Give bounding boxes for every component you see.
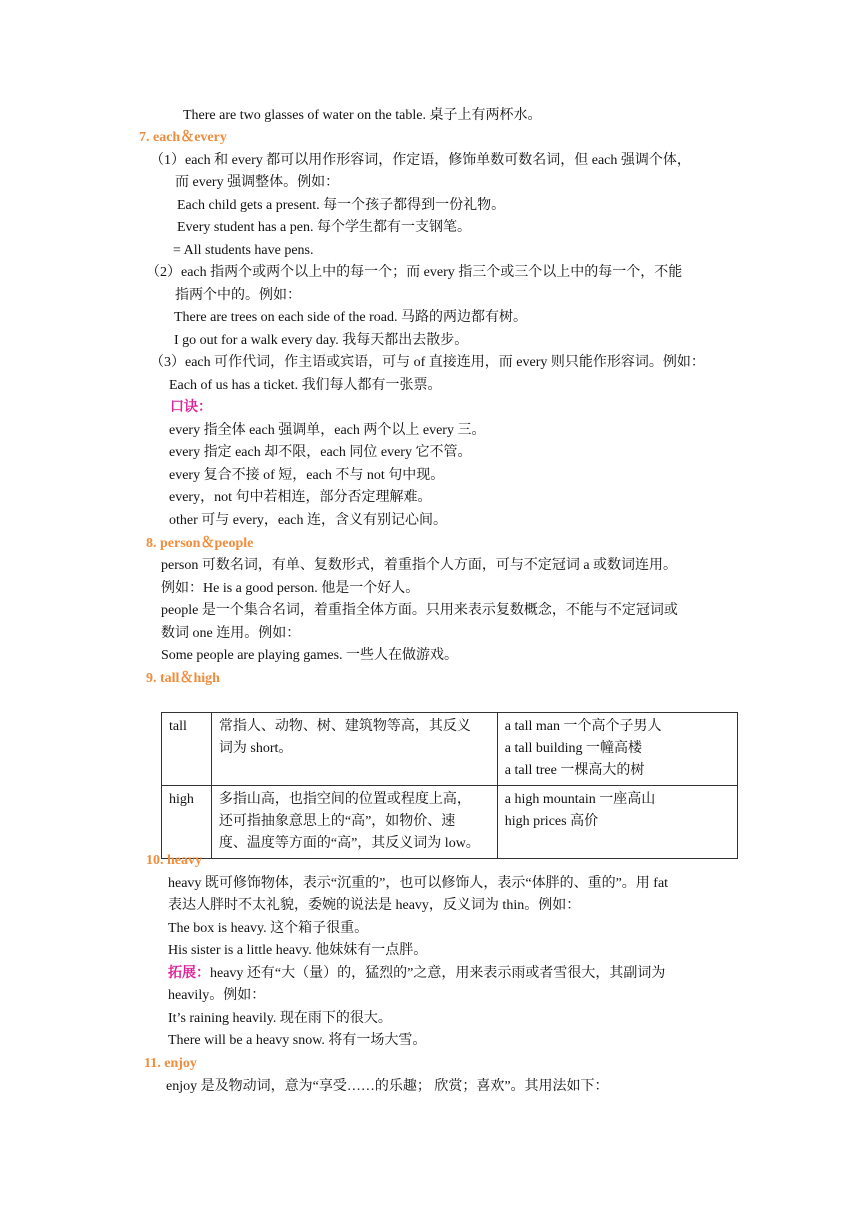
table-cell-description bbox=[211, 713, 497, 786]
paragraph-line: （3）each 可作代词，作主语或宾语，可与 of 直接连用，而 every 则只能作形容词。例如： bbox=[150, 355, 705, 370]
cell-text: 词为 short。 bbox=[218, 741, 293, 756]
cell-text: high prices 高价 bbox=[504, 814, 599, 829]
cell-text: a tall building 一幢高楼 bbox=[504, 741, 643, 756]
table-cell-examples bbox=[497, 786, 737, 859]
cell-text: 还可指抽象意思上的“高”，如物价、速 bbox=[218, 814, 456, 829]
example-sentence: His sister is a little heavy. 他妹妹有一点胖。 bbox=[168, 943, 428, 958]
example-sentence: = All students have pens. bbox=[173, 243, 314, 258]
cell-text: a high mountain 一座高山 bbox=[504, 792, 656, 807]
mnemonic-line: other 可与 every，each 连，含义有别记心间。 bbox=[169, 513, 447, 528]
paragraph-line: 指两个中的。例如： bbox=[175, 288, 301, 303]
example-sentence: There are two glasses of water on the table. 桌子上有两杯水。 bbox=[183, 108, 542, 123]
section-heading-enjoy: 11. enjoy bbox=[144, 1056, 197, 1071]
extension-text: heavy 还有“大（量）的，猛烈的”之意，用来表示雨或者雪很大，其副词为 bbox=[210, 966, 666, 981]
paragraph-line: person 可数名词，有单、复数形式，着重指个人方面，可与不定冠词 a 或数词连用。 bbox=[161, 558, 678, 573]
mnemonic-line: every 复合不接 of 短，each 不与 not 句中现。 bbox=[169, 468, 445, 483]
section-heading-heavy: 10. heavy bbox=[146, 853, 202, 868]
example-sentence: There will be a heavy snow. 将有一场大雪。 bbox=[168, 1033, 427, 1048]
cell-text: 多指山高，也指空间的位置或程度上高， bbox=[218, 792, 471, 807]
cell-text: a tall tree 一棵高大的树 bbox=[504, 763, 645, 778]
example-sentence: Some people are playing games. 一些人在做游戏。 bbox=[161, 648, 459, 663]
table-cell-word: tall bbox=[162, 713, 212, 786]
paragraph-line: 表达人胖时不太礼貌，委婉的说法是 heavy，反义词为 thin。例如： bbox=[168, 898, 581, 913]
cell-text: 常指人、动物、树、建筑物等高，其反义 bbox=[218, 719, 471, 734]
table-cell-description bbox=[211, 786, 497, 859]
paragraph-line: （1）each 和 every 都可以用作形容词，作定语，修饰单数可数名词，但 each 强调个体， bbox=[150, 153, 691, 168]
mnemonic-line: every 指定 each 却不限，each 同位 every 它不管。 bbox=[169, 445, 472, 460]
mnemonic-line: every，not 句中若相连，部分否定理解难。 bbox=[169, 490, 432, 505]
paragraph-line: heavily。例如： bbox=[168, 988, 266, 1003]
paragraph-line: heavy 既可修饰物体，表示“沉重的”，也可以修饰人，表示“体胖的、重的”。用 fat bbox=[168, 876, 669, 891]
example-sentence: It’s raining heavily. 现在雨下的很大。 bbox=[168, 1011, 392, 1026]
example-sentence: There are trees on each side of the road. 马路的两边都有树。 bbox=[174, 310, 527, 325]
cell-text: 度、温度等方面的“高”，其反义词为 low。 bbox=[218, 836, 480, 851]
table-row bbox=[162, 713, 738, 786]
section-heading-each-every: 7. each＆every bbox=[139, 130, 227, 145]
mnemonic-line: every 指全体 each 强调单，each 两个以上 every 三。 bbox=[169, 423, 486, 438]
section-heading-tall-high: 9. tall＆high bbox=[146, 671, 220, 686]
tall-high-table bbox=[161, 712, 738, 859]
example-sentence: Every student has a pen. 每个学生都有一支钢笔。 bbox=[177, 220, 471, 235]
example-sentence: Each child gets a present. 每一个孩子都得到一份礼物。 bbox=[177, 198, 506, 213]
example-sentence: Each of us has a ticket. 我们每人都有一张票。 bbox=[169, 378, 442, 393]
section-heading-person-people: 8. person＆people bbox=[146, 536, 254, 551]
table-row bbox=[162, 786, 738, 859]
paragraph-line: 数词 one 连用。例如： bbox=[161, 626, 301, 641]
mnemonic-label: 口诀： bbox=[170, 400, 212, 415]
table-cell-word: high bbox=[162, 786, 212, 859]
example-sentence: The box is heavy. 这个箱子很重。 bbox=[168, 921, 369, 936]
paragraph-line: 例如：He is a good person. 他是一个好人。 bbox=[161, 581, 420, 596]
extension-line bbox=[168, 964, 665, 984]
extension-label: 拓展： bbox=[168, 966, 210, 981]
cell-text: a tall man 一个高个子男人 bbox=[504, 719, 662, 734]
paragraph-line: enjoy 是及物动词，意为“享受……的乐趣； 欣赏；喜欢”。其用法如下： bbox=[166, 1079, 609, 1094]
paragraph-line: people 是一个集合名词，着重指全体方面。只用来表示复数概念，不能与不定冠词或 bbox=[161, 603, 678, 618]
example-sentence: I go out for a walk every day. 我每天都出去散步。 bbox=[174, 333, 469, 348]
paragraph-line: 而 every 强调整体。例如： bbox=[175, 175, 340, 190]
paragraph-line: （2）each 指两个或两个以上中的每一个；而 every 指三个或三个以上中的每一个，不能 bbox=[146, 265, 683, 280]
table-cell-examples bbox=[497, 713, 737, 786]
